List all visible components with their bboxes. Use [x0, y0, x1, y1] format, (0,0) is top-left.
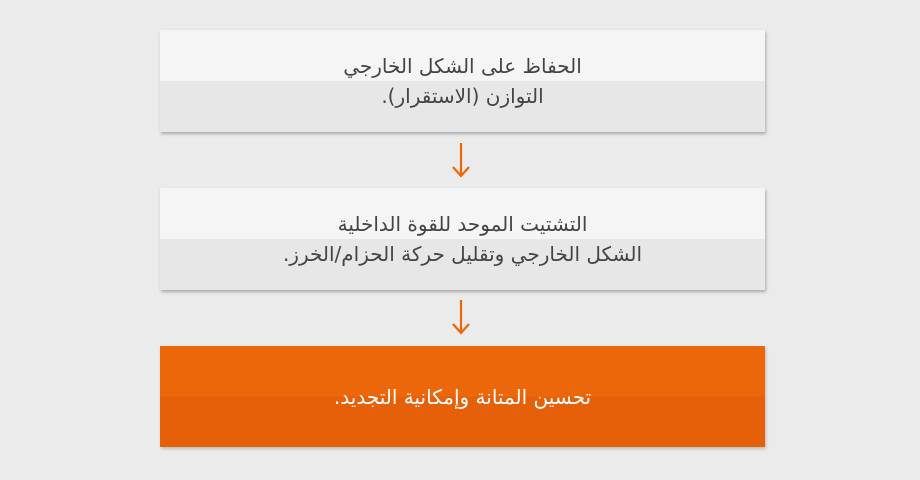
down-arrow-icon: [448, 140, 474, 180]
step-1-line-2: التوازن (الاستقرار).: [381, 84, 544, 108]
step-2-line-2: الشكل الخارجي وتقليل حركة الحزام/الخرز.: [282, 242, 643, 266]
step-box-2: [160, 188, 765, 290]
step-1-line-1: الحفاظ على الشكل الخارجي: [343, 54, 582, 78]
result-text: تحسين المتانة وإمكانية التجديد.: [333, 384, 592, 409]
step-2-line-1: التشتيت الموحد للقوة الداخلية: [337, 212, 588, 236]
down-arrow-icon: [448, 297, 474, 337]
step-box-1: [160, 30, 765, 132]
result-box: [160, 346, 765, 447]
